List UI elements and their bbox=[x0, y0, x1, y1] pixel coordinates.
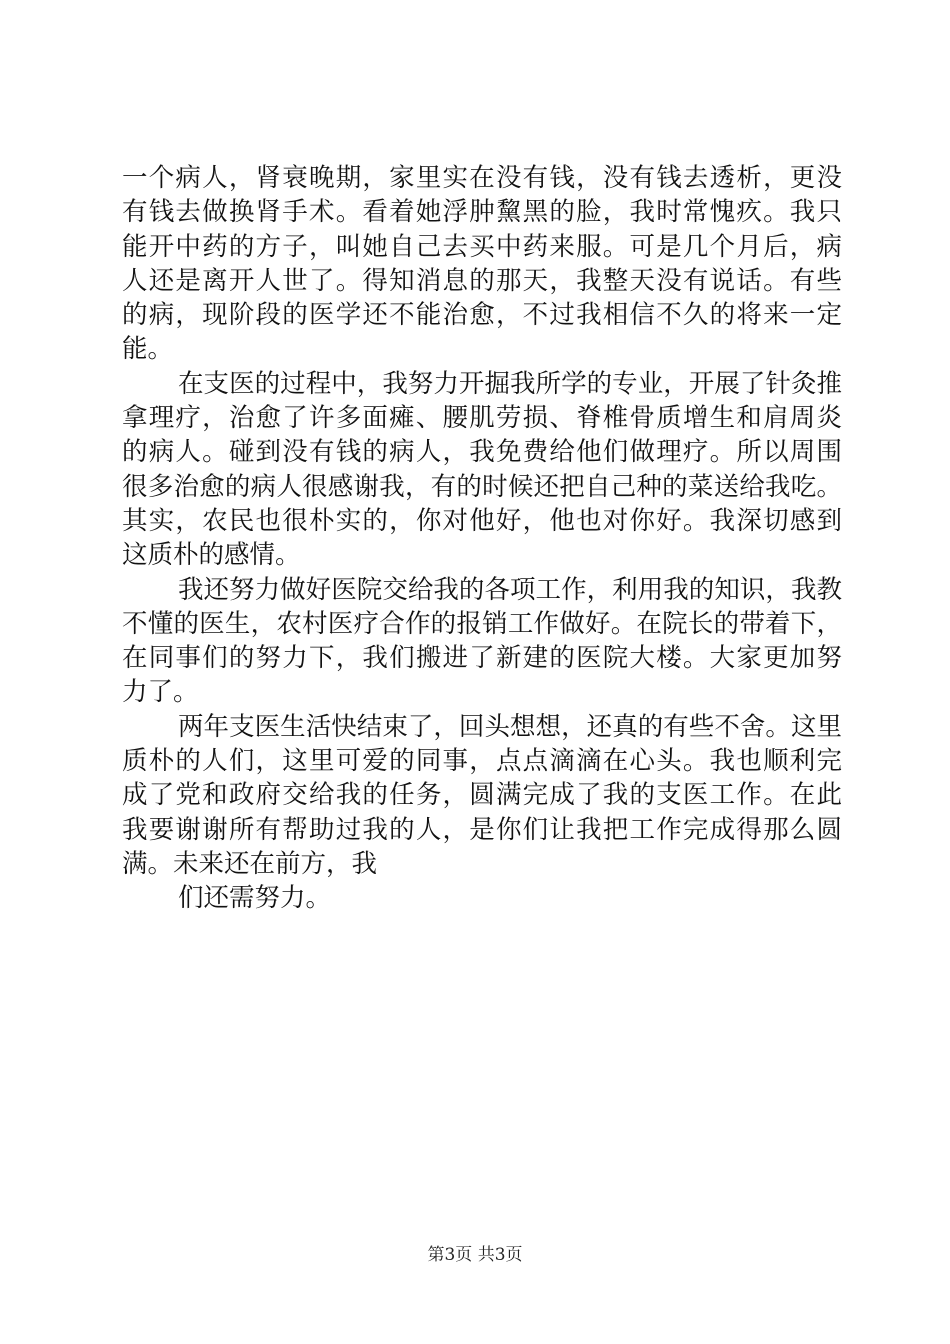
text-line: 的病，现阶段的医学还不能治愈，不过我相信不久的将来一定 bbox=[122, 300, 842, 331]
text-line: 满。未来还在前方，我 bbox=[122, 848, 378, 879]
document-body bbox=[122, 161, 842, 916]
text-line: 力了。 bbox=[122, 677, 199, 708]
text-line: 人还是离开人世了。得知消息的那天，我整天没有说话。有些 bbox=[122, 265, 842, 296]
text-line: 我还努力做好医院交给我的各项工作，利用我的知识，我教 bbox=[178, 574, 842, 605]
text-line: 成了党和政府交给我的任务，圆满完成了我的支医工作。在此 bbox=[122, 780, 842, 811]
page-number-footer: 第3页 共3页 bbox=[427, 1245, 523, 1265]
text-line: 质朴的人们，这里可爱的同事，点点滴滴在心头。我也顺利完 bbox=[122, 746, 842, 777]
text-line: 很多治愈的病人很感谢我，有的时候还把自己种的菜送给我吃。 bbox=[122, 471, 842, 502]
text-line: 两年支医生活快结束了，回头想想，还真的有些不舍。这里 bbox=[178, 711, 842, 742]
text-line: 我要谢谢所有帮助过我的人，是你们让我把工作完成得那么圆 bbox=[122, 814, 842, 845]
text-line: 在同事们的努力下，我们搬进了新建的医院大楼。大家更加努 bbox=[122, 643, 842, 674]
text-line: 其实，农民也很朴实的，你对他好，他也对你好。我深切感到 bbox=[122, 505, 842, 536]
text-line: 有钱去做换肾手术。看着她浮肿黧黑的脸，我时常愧疚。我只 bbox=[122, 197, 842, 228]
text-line: 这质朴的感情。 bbox=[122, 540, 301, 571]
text-line: 能开中药的方子，叫她自己去买中药来服。可是几个月后，病 bbox=[122, 231, 842, 262]
text-line: 在支医的过程中，我努力开掘我所学的专业，开展了针灸推 bbox=[178, 368, 842, 399]
text-line: 们还需努力。 bbox=[178, 883, 332, 914]
text-line: 不懂的医生，农村医疗合作的报销工作做好。在院长的带着下， bbox=[122, 608, 842, 639]
text-line: 一个病人，肾衰晚期，家里实在没有钱，没有钱去透析，更没 bbox=[122, 163, 842, 193]
text-line: 的病人。碰到没有钱的病人，我免费给他们做理疗。所以周围 bbox=[122, 437, 842, 468]
text-line: 拿理疗，治愈了许多面瘫、腰肌劳损、脊椎骨质增生和肩周炎 bbox=[122, 403, 842, 434]
text-line: 能。 bbox=[122, 334, 174, 365]
